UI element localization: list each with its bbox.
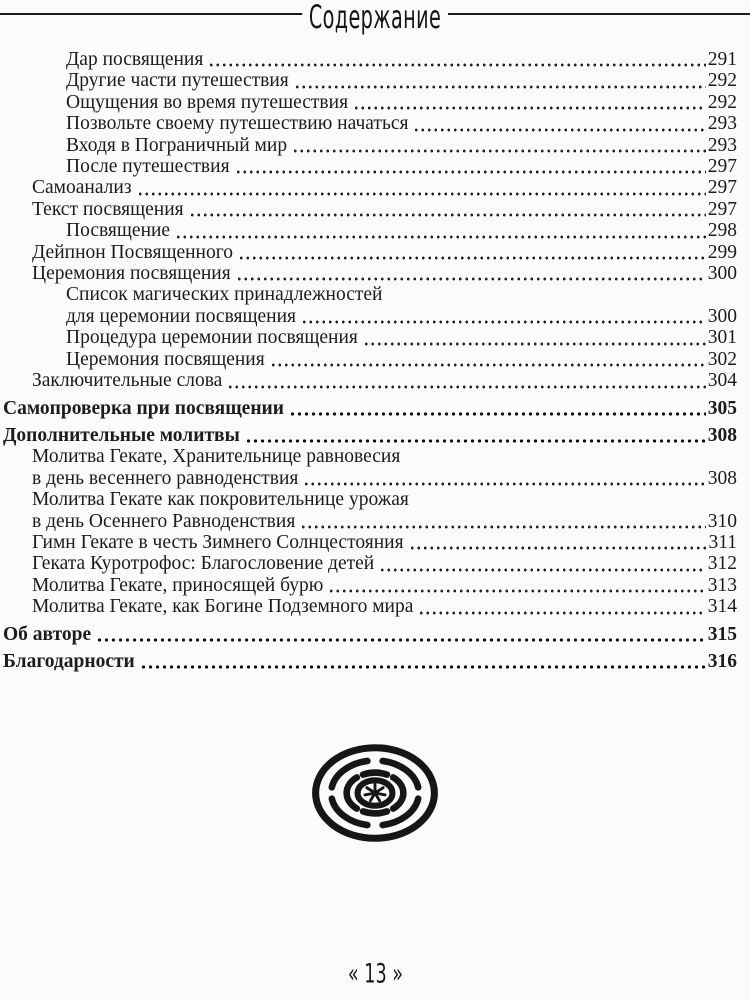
toc-entry-page: 292 bbox=[707, 91, 737, 113]
dot-leader bbox=[379, 568, 706, 572]
toc-entry-title: Ощущения во время путешествия bbox=[66, 91, 349, 113]
toc-entry-page: 310 bbox=[707, 510, 737, 532]
page-footer bbox=[0, 959, 750, 990]
toc-entry-title: После путешествия bbox=[66, 156, 230, 178]
toc-entry-page: 293 bbox=[707, 113, 737, 135]
toc-entry bbox=[3, 370, 737, 391]
toc-entry bbox=[3, 398, 737, 419]
dot-leader bbox=[303, 482, 705, 486]
toc-entry bbox=[3, 489, 737, 510]
dot-leader bbox=[289, 412, 706, 416]
hecate-wheel-symbol bbox=[0, 741, 750, 845]
toc-entry bbox=[3, 113, 737, 134]
toc-entry-title: Процедура церемонии посвящения bbox=[66, 327, 358, 349]
toc-entry-title: Молитва Гекате, приносящей бурю bbox=[32, 574, 324, 596]
toc-entry-title: в день Осеннего Равноденствия bbox=[32, 510, 296, 532]
toc-entry bbox=[3, 425, 737, 446]
toc-list bbox=[0, 49, 750, 672]
toc-entry-title: Молитва Гекате, как Богине Подземного мира bbox=[32, 596, 414, 618]
toc-entry bbox=[3, 511, 737, 532]
dot-leader bbox=[363, 342, 706, 346]
toc-entry-title: Заключительные слова bbox=[32, 370, 223, 392]
toc-entry-title: Молитва Гекате как покровительнице урожая bbox=[32, 489, 409, 511]
toc-entry bbox=[3, 446, 737, 467]
toc-entry-page: 293 bbox=[707, 134, 737, 156]
dot-leader bbox=[208, 63, 705, 67]
toc-entry bbox=[3, 199, 737, 220]
toc-entry-title: Дар посвящения bbox=[66, 49, 204, 70]
toc-entry-title: Молитва Гекате, Хранительнице равновесия bbox=[32, 446, 401, 468]
dot-leader bbox=[137, 192, 706, 196]
toc-entry-title: Входя в Пограничный мир bbox=[66, 134, 288, 156]
dot-leader bbox=[270, 363, 706, 367]
toc-entry-title: Самопроверка при посвящении bbox=[3, 397, 285, 419]
page-title: Содержание bbox=[302, 0, 448, 37]
toc-entry bbox=[3, 306, 737, 327]
toc-entry-title: в день весеннего равноденствия bbox=[32, 467, 299, 489]
toc-entry-title: для церемонии посвящения bbox=[66, 305, 297, 327]
toc-entry-page: 304 bbox=[707, 370, 737, 392]
toc-entry-page: 308 bbox=[707, 424, 737, 446]
toc-entry-title: Самоанализ bbox=[32, 177, 132, 199]
toc-entry-page: 291 bbox=[707, 49, 737, 70]
toc-entry-page: 313 bbox=[707, 574, 737, 596]
dot-leader bbox=[413, 128, 705, 132]
toc-entry-page: 299 bbox=[707, 241, 737, 263]
toc-entry bbox=[3, 92, 737, 113]
toc-entry bbox=[3, 135, 737, 156]
toc-entry-title: Позвольте своему путешествию начаться bbox=[66, 113, 409, 135]
toc-entry-page: 300 bbox=[707, 305, 737, 327]
dot-leader bbox=[140, 665, 706, 669]
toc-entry-title: Гимн Гекате в честь Зимнего Солнцестояния bbox=[32, 531, 404, 553]
toc-entry bbox=[3, 156, 737, 177]
toc-entry-page: 292 bbox=[707, 70, 737, 92]
dot-leader bbox=[175, 235, 706, 239]
toc-entry bbox=[3, 468, 737, 489]
toc-entry bbox=[3, 349, 737, 370]
toc-entry-title: Список магических принадлежностей bbox=[66, 284, 383, 306]
toc-entry bbox=[3, 327, 737, 348]
toc-entry-page: 297 bbox=[707, 177, 737, 199]
toc-entry-title: Благодарности bbox=[3, 650, 135, 672]
toc-entry bbox=[3, 49, 737, 70]
toc-entry-page: 312 bbox=[707, 553, 737, 575]
toc-entry-title: Дейпнон Посвященного bbox=[32, 241, 234, 263]
toc-entry-title: Церемония посвящения bbox=[32, 263, 231, 285]
dot-leader bbox=[238, 256, 706, 260]
toc-entry-title: Дополнительные молитвы bbox=[3, 424, 240, 446]
dot-leader bbox=[409, 546, 707, 550]
dot-leader bbox=[227, 385, 705, 389]
toc-entry-page: 302 bbox=[707, 348, 737, 370]
toc-entry bbox=[3, 651, 737, 672]
toc-entry bbox=[3, 177, 737, 198]
dot-leader bbox=[96, 638, 706, 642]
toc-entry-page: 305 bbox=[707, 397, 737, 419]
dot-leader bbox=[418, 611, 705, 615]
toc-entry-page: 311 bbox=[708, 531, 737, 553]
toc-entry bbox=[3, 624, 737, 645]
dot-leader bbox=[245, 439, 706, 443]
toc-entry-page: 297 bbox=[707, 198, 737, 220]
toc-entry-title: Геката Куротрофос: Благословение детей bbox=[32, 553, 375, 575]
dot-leader bbox=[300, 525, 705, 529]
toc-entry-page: 298 bbox=[707, 220, 737, 242]
toc-entry-title: Об авторе bbox=[3, 623, 92, 645]
toc-entry-title: Другие части путешествия bbox=[66, 70, 289, 92]
toc-entry-title: Текст посвящения bbox=[32, 198, 184, 220]
hecate-wheel-icon bbox=[309, 741, 441, 845]
dot-leader bbox=[235, 170, 706, 174]
page-number: « 13 » bbox=[347, 959, 403, 990]
toc-entry-title: Посвящение bbox=[66, 220, 171, 242]
dot-leader bbox=[353, 106, 706, 110]
toc-entry bbox=[3, 70, 737, 91]
dot-leader bbox=[328, 589, 705, 593]
toc-entry bbox=[3, 284, 737, 305]
dot-leader bbox=[294, 85, 706, 89]
toc-entry bbox=[3, 553, 737, 574]
toc-entry-page: 308 bbox=[707, 467, 737, 489]
dot-leader bbox=[301, 320, 706, 324]
toc-entry bbox=[3, 263, 737, 284]
toc-entry-page: 314 bbox=[707, 596, 737, 618]
toc-entry-title: Церемония посвящения bbox=[66, 348, 265, 370]
toc-entry-page: 300 bbox=[707, 263, 737, 285]
dot-leader bbox=[236, 277, 706, 281]
toc-entry-page: 301 bbox=[707, 327, 737, 349]
toc-entry-page: 315 bbox=[707, 623, 737, 645]
toc-entry bbox=[3, 596, 737, 617]
toc-entry bbox=[3, 575, 737, 596]
toc-entry-page: 316 bbox=[707, 650, 737, 672]
toc-entry bbox=[3, 532, 737, 553]
dot-leader bbox=[292, 149, 706, 153]
toc-entry-page: 297 bbox=[707, 156, 737, 178]
dot-leader bbox=[189, 213, 706, 217]
toc-header bbox=[0, 0, 750, 46]
toc-entry bbox=[3, 220, 737, 241]
toc-entry bbox=[3, 242, 737, 263]
